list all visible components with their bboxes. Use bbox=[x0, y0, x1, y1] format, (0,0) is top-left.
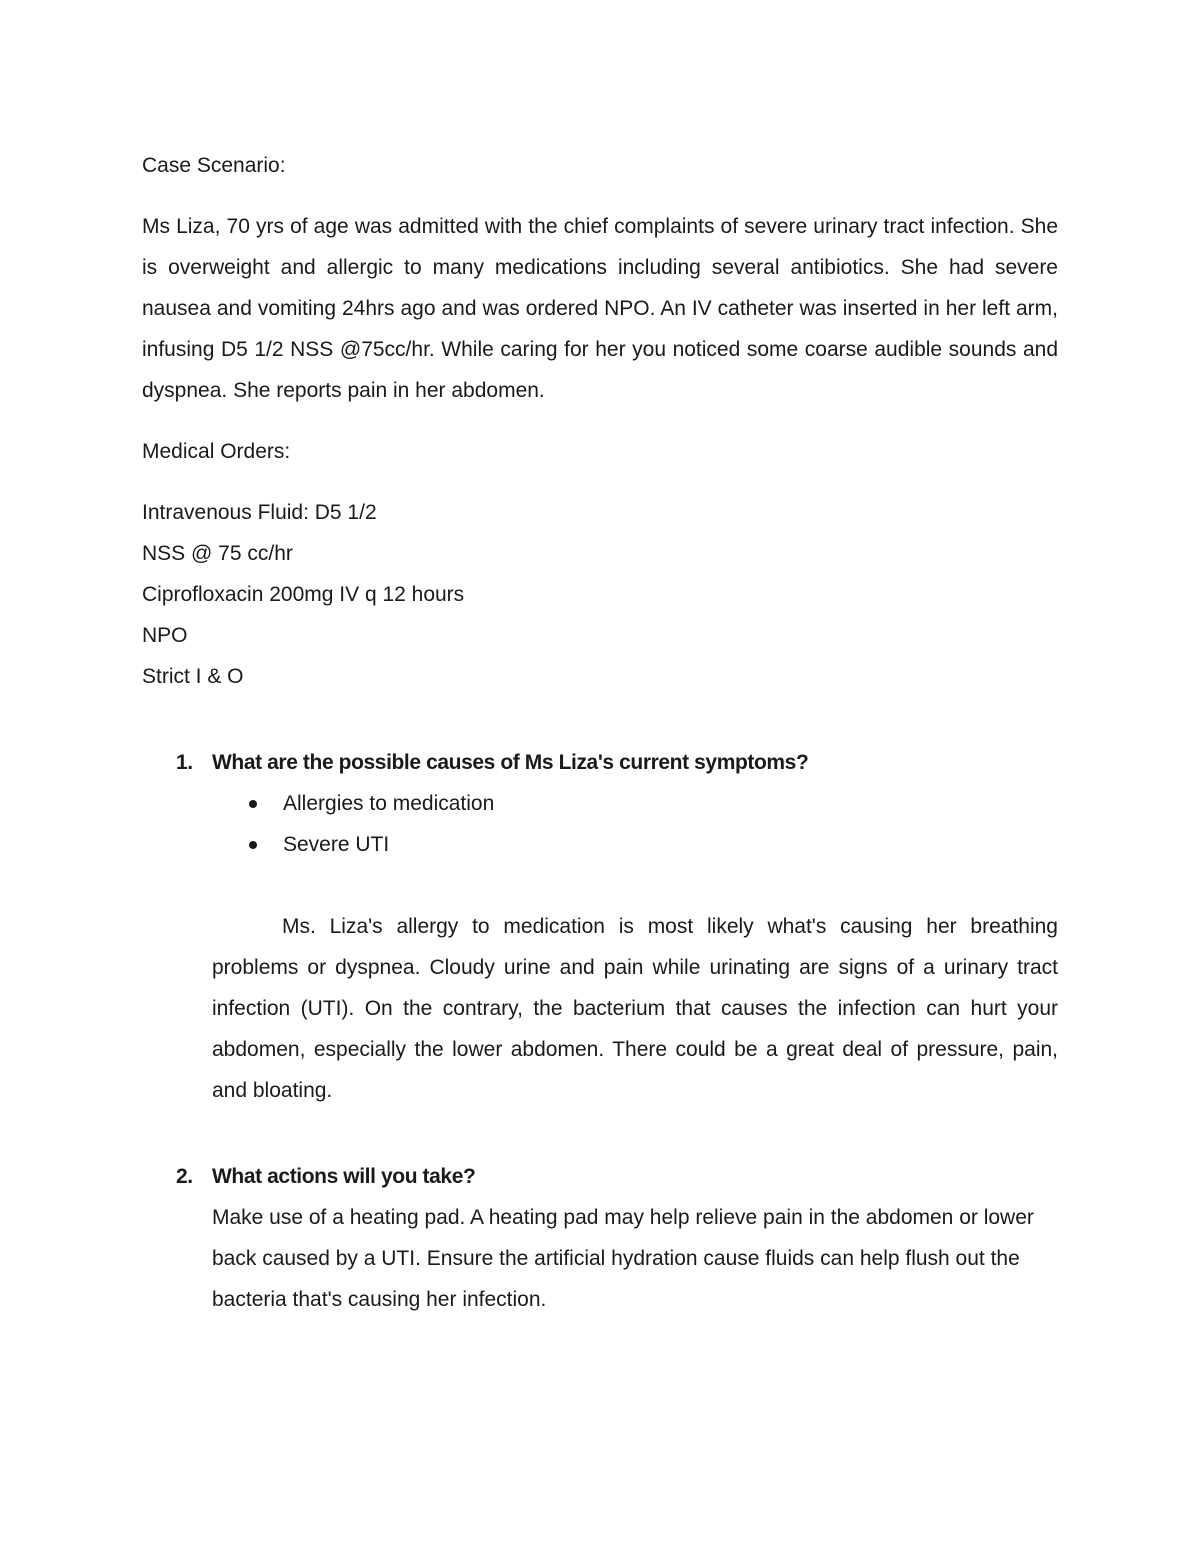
question-text: What are the possible causes of Ms Liza's current symptoms? bbox=[212, 751, 809, 774]
case-scenario-text: Ms Liza, 70 yrs of age was admitted with the chief complaints of severe urinary tract infection. She is overweight and allergic to many medications including several antibiotics. She had severe nausea and vomiting 24hrs ago and was ordered NPO. An IV catheter was inserted in her left arm, infusing D5 1/2 NSS @75cc/hr. While caring for her you noticed some coarse audible sounds and dyspnea. She reports pain in her abdomen. bbox=[142, 215, 1058, 402]
question-number: 1. bbox=[176, 751, 193, 774]
bullet-icon bbox=[249, 841, 257, 849]
question-text: What actions will you take? bbox=[212, 1165, 476, 1188]
order-item: Ciprofloxacin 200mg IV q 12 hours bbox=[142, 583, 465, 606]
question-1 bbox=[142, 742, 1058, 783]
answer-text: Ms. Liza's allergy to medication is most likely what's causing her breathing problems or dyspnea. Cloudy urine and pain while urinating are signs of a urinary tract infection (UTI). On the contrary, the bacterium that causes the infection can hurt your abdomen, especially the lower abdomen. There could be a great deal of pressure, pain, and bloating. bbox=[212, 915, 1058, 1102]
answer-2: Make use of a heating pad. A heating pad may help relieve pain in the abdomen or lower back caused by a UTI. Ensure the artificial hydration cause fluids can help flush out the bacteria that's causing her infection. bbox=[212, 1206, 1034, 1311]
answer-1 bbox=[212, 906, 1058, 1111]
case-scenario-heading: Case Scenario: bbox=[142, 154, 286, 177]
question-2 bbox=[142, 1156, 1058, 1197]
order-item: NSS @ 75 cc/hr bbox=[142, 542, 293, 565]
list-item-text: Severe UTI bbox=[283, 833, 390, 856]
list-item-text: Allergies to medication bbox=[283, 792, 495, 815]
document-content bbox=[142, 145, 1058, 1320]
causes-list bbox=[142, 783, 1058, 865]
order-item: Strict I & O bbox=[142, 665, 244, 688]
order-item: NPO bbox=[142, 624, 188, 647]
list-item bbox=[283, 783, 1058, 824]
question-number: 2. bbox=[176, 1165, 193, 1188]
medical-orders-list bbox=[142, 492, 1058, 697]
bullet-icon bbox=[249, 800, 257, 808]
order-item: Intravenous Fluid: D5 1/2 bbox=[142, 501, 377, 524]
medical-orders-heading: Medical Orders: bbox=[142, 440, 291, 463]
list-item bbox=[283, 824, 1058, 865]
